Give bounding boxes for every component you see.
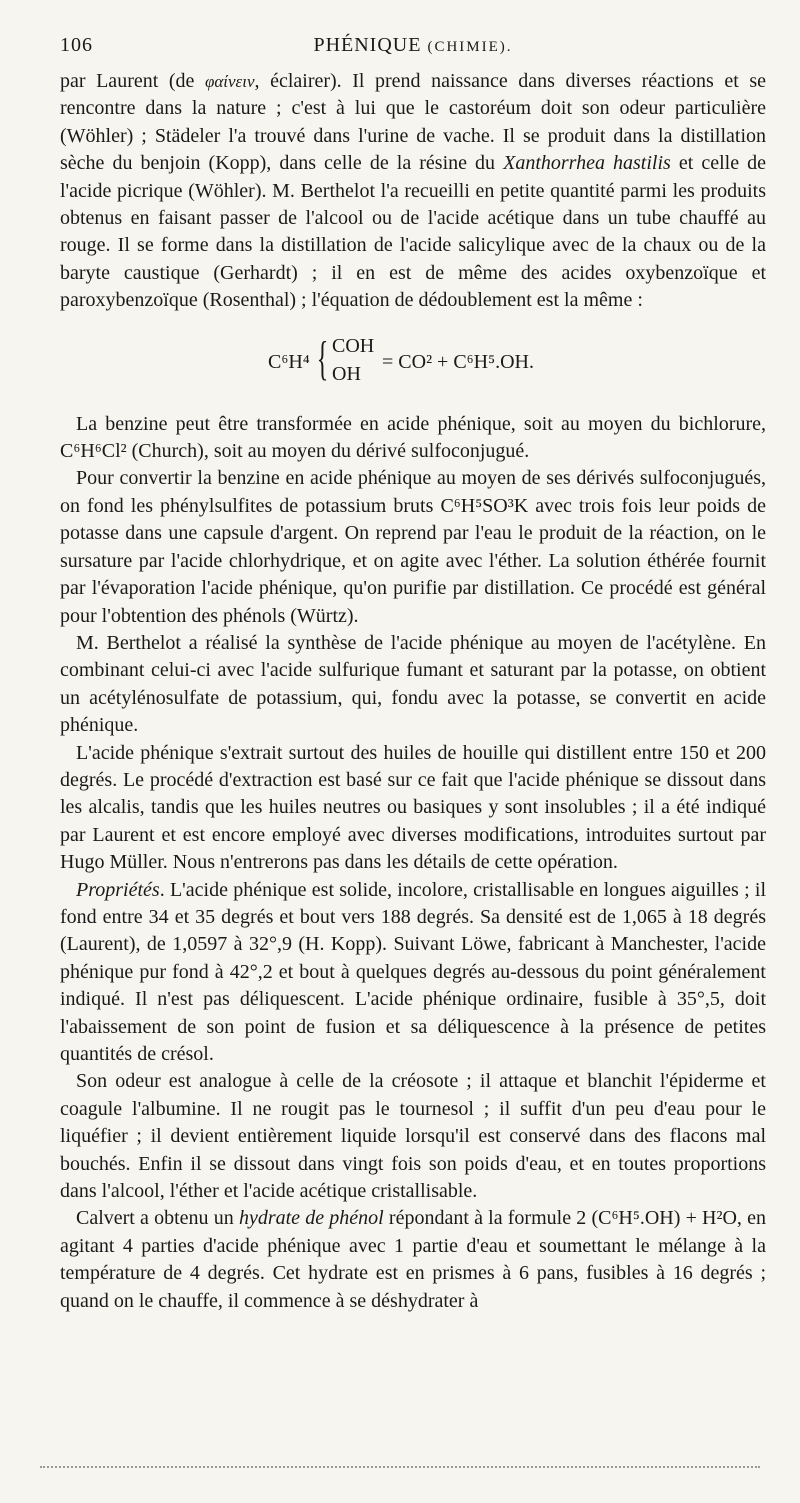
equation-left: C⁶H⁴ (268, 350, 310, 373)
brace-icon: { (316, 331, 329, 385)
text-run: Pour convertir la benzine en acide phénique au moyen de ses dérivés sulfoconjugués, on fond les phénylsulfites de potassium bruts C⁶H⁵SO³K avec trois fois leur poids de potasse dans une capsule d'argent. On reprend par l'eau le produit de la réaction, on le sursature par l'acide chlorhydrique, et on agite avec l'éther. La solution éthérée fournit par l'évaporation l'acide phénique, qu'on purifie par distillation. Ce procédé est général pour l'obtention des phénols (Würtz). (60, 467, 766, 627)
text-run: L'acide phénique s'extrait surtout des huiles de houille qui distillent entre 150 et 200 degrés. Le procédé d'extraction est basé sur ce fait que l'acide phénique se dissout dans les alcalis, tandis que les huiles neutres ou basiques y sont insolubles ; il a été indiqué par Laurent et est encore employé avec diverses modifications, introduites surtout par Hugo Müller. Nous n'entrerons pas dans les détails de cette opération. (60, 741, 766, 874)
text-run: Son odeur est analogue à celle de la créosote ; il attaque et blanchit l'épiderme et coagule l'albumine. Il ne rougit pas le tournesol ; il suffit d'un peu d'eau pour le liquéfier ; il devient entièrement liquide lorsqu'il est conservé dans des flacons mal bouchés. Enfin il se dissout dans vingt fois son poids d'eau, et en toutes proportions dans l'alcool, l'éther et l'acide acétique cristallisable. (60, 1070, 766, 1203)
equation-bottom-group: OH (332, 362, 361, 385)
paragraph (60, 877, 766, 1069)
text-run: et celle de l'acide picrique (Wöhler). M. Berthelot l'a recueilli en petite quantité parmi les produits obtenus en faisant passer de l'alcool ou de l'acide acétique dans un tube chauffé au rouge. Il se forme dans la distillation de l'acide salicylique avec de la chaux ou de la baryte caustique (Gerhardt) ; il en est de même des acides oxybenzoïque et paroxybenzoïque (Rosenthal) ; l'équation de dédoublement est la même : (60, 152, 767, 312)
paragraph (60, 465, 766, 629)
equation-top-group: COH (332, 334, 375, 357)
text-run: répondant à la formule 2 (C⁶H⁵.OH) + H²O, en agitant 4 parties d'acide phénique avec 1 partie d'eau et soumettant le mélange à la température de 4 degrés. Cet hydrate est en prismes à 6 pans, fusibles à 16 degrés ; quand on le chauffe, il commence à se déshydrater à (60, 1207, 766, 1312)
paragraph (60, 740, 766, 877)
page-number: 106 (60, 34, 93, 56)
page-title (60, 34, 766, 57)
equation-right: = CO² + C⁶H⁵.OH. (382, 350, 534, 373)
paragraph (60, 411, 766, 466)
paragraph (60, 68, 766, 315)
text-run: Propriétés (76, 878, 160, 901)
page-title-main: PHÉNIQUE (313, 34, 422, 56)
text-run: Xanthorrhea hastilis (503, 152, 671, 175)
text-run: hydrate de phénol (238, 1207, 384, 1230)
text-run: . L'acide phénique est solide, incolore, cristallisable en longues aiguilles ; il fond entre 34 et 35 degrés et bout vers 188 degrés. Sa densité est de 1,065 à 18 degrés (Laurent), de 1,0597 à 32°,9 (H. Kopp). Suivant Löwe, fabricant à Manchester, l'acide phénique pur fond à 42°,2 et bout à quelques degrés au-dessous du point généralement indiqué. Il n'est pas déliquescent. L'acide phénique ordinaire, fusible à 35°,5, doit l'abaissement de son point de fusion et sa déliquescence à la présence de petites quantités de crésol. (60, 878, 766, 1065)
running-header (60, 28, 766, 68)
paragraph (60, 630, 766, 740)
page-footer-rule (40, 1466, 760, 1470)
text-run: La benzine peut être transformée en acide phénique, soit au moyen du bichlorure, C⁶H⁶Cl² (Church), soit au moyen du dérivé sulfoconjugué. (60, 412, 766, 463)
text-block-before-equation (60, 68, 766, 315)
paragraph (60, 1205, 766, 1315)
text-run: par Laurent (de (60, 70, 205, 92)
text-run: M. Berthelot a réalisé la synthèse de l'acide phénique au moyen de l'acétylène. En combinant celui-ci avec l'acide sulfurique fumant et saturant par la potasse, on obtient un acétylénosulfate de potassium, qui, fondu avec la potasse, se convertit en acide phénique. (60, 631, 766, 737)
text-run: , éclairer). Il prend naissance dans diverses réactions et se rencontre dans la nature ; c'est à lui que le castoréum doit son odeur particulière (Wöhler) ; Städeler l'a trouvé dans l'urine de vache. Il se produit dans la distillation sèche du benjoin (Kopp), dans celle de la résine du (60, 70, 766, 175)
text-run: φαίνειν (204, 72, 255, 91)
paragraph (60, 1068, 766, 1205)
body-text (60, 68, 766, 1315)
page-title-subtitle: (CHIMIE). (427, 39, 513, 55)
text-block-after-equation (60, 411, 766, 1315)
chemical-equation (60, 331, 766, 397)
text-run: Calvert a obtenu un (76, 1207, 239, 1230)
